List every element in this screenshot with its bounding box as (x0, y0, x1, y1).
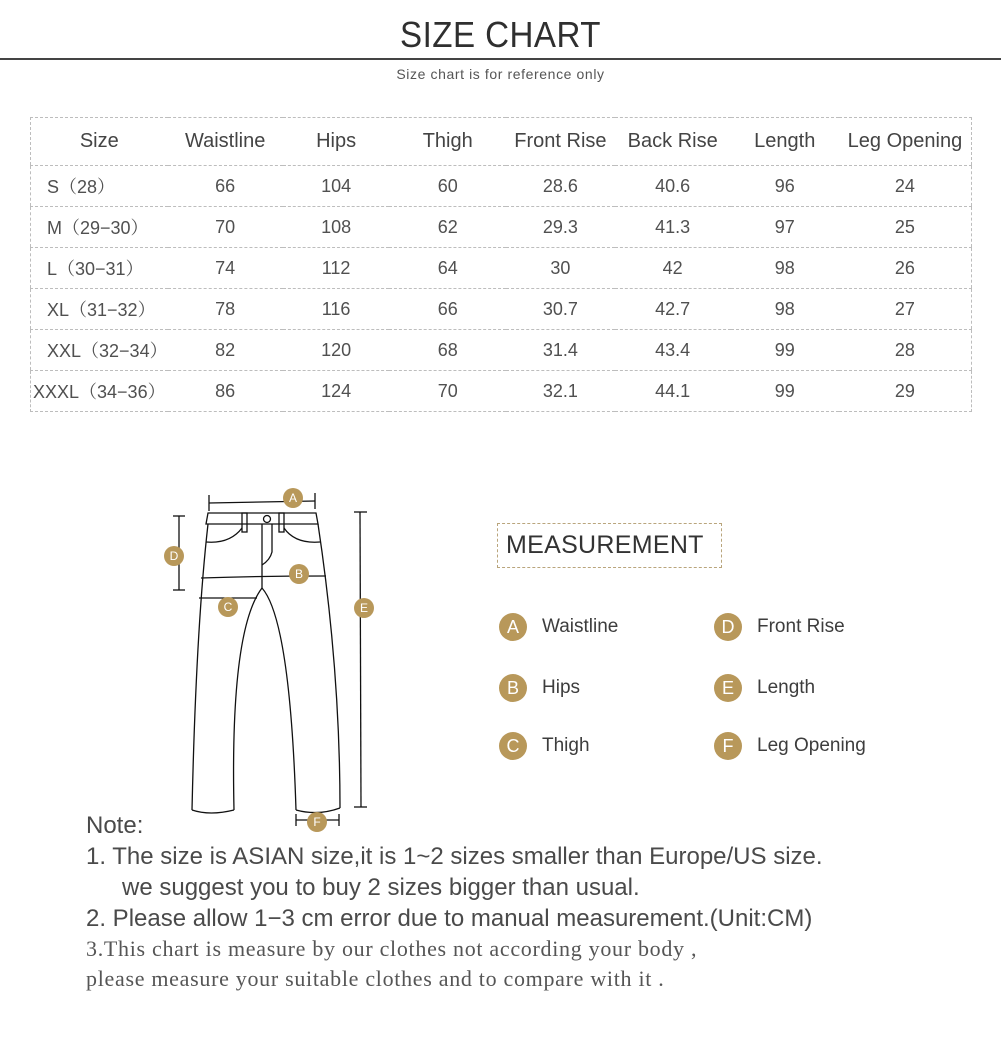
table-cell: 82 (168, 330, 283, 371)
table-cell: 42.7 (615, 289, 731, 330)
size-table (30, 117, 972, 412)
legend-item-waistline (499, 613, 618, 641)
table-cell: 28 (839, 330, 972, 371)
column-header: Front Rise (506, 118, 615, 166)
table-row (31, 330, 972, 371)
table-cell: 28.6 (506, 166, 615, 207)
legend-item-front-rise (714, 613, 845, 641)
notes-section (86, 810, 966, 994)
table-cell: 70 (437, 380, 458, 401)
title-divider (0, 58, 1001, 60)
table-cell: 99 (774, 380, 795, 401)
marker-b-icon: B (499, 674, 527, 702)
table-cell: 29.3 (506, 207, 615, 248)
column-header: Size (31, 118, 168, 166)
column-header: Length (731, 118, 839, 166)
table-cell: 30 (506, 248, 615, 289)
column-header: Back Rise (615, 118, 731, 166)
pants-diagram (150, 470, 400, 840)
table-cell: 64 (389, 248, 506, 289)
table-cell: 70 (168, 207, 283, 248)
column-header: Leg Opening (839, 118, 972, 166)
legend-label: Hips (542, 677, 581, 698)
table-header-row (31, 118, 972, 166)
table-cell: 44.1 (655, 380, 691, 401)
table-cell: 120 (283, 330, 390, 371)
table-cell: 66 (389, 289, 506, 330)
note-2: 2. Please allow 1−3 cm error due to manual measurement.(Unit:CM) (86, 905, 813, 932)
legend-label: Length (757, 677, 816, 698)
marker-a-icon: A (283, 488, 303, 508)
column-header: Hips (283, 118, 390, 166)
size-cell: L（30−31） (31, 248, 168, 289)
size-cell: XXL（32−34） (31, 330, 168, 371)
table-cell: 29 (894, 380, 915, 401)
size-cell: XL（31−32） (31, 289, 168, 330)
page-title: SIZE CHART (400, 14, 601, 55)
size-cell: S（28） (31, 166, 168, 207)
marker-c-icon: C (218, 597, 238, 617)
table-cell: 98 (731, 289, 839, 330)
table-cell: 68 (389, 330, 506, 371)
table-cell: 112 (283, 248, 390, 289)
page-subtitle: Size chart is for reference only (396, 66, 605, 82)
table-cell: 78 (168, 289, 283, 330)
table-cell: 26 (839, 248, 972, 289)
table-cell: 40.6 (615, 166, 731, 207)
marker-d-icon: D (714, 613, 742, 641)
table-cell: 41.3 (615, 207, 731, 248)
legend-item-length (714, 674, 815, 702)
table-cell: 25 (839, 207, 972, 248)
note-1-continued: we suggest you to buy 2 sizes bigger than usual. (122, 874, 640, 901)
marker-f-icon: F (714, 732, 742, 760)
size-cell: XXXL（34−36） (33, 382, 166, 402)
table-cell: 62 (389, 207, 506, 248)
legend-label: Leg Opening (757, 735, 866, 756)
note-3: 3.This chart is measure by our clothes not according your body , (86, 936, 698, 961)
table-cell: 96 (731, 166, 839, 207)
table-cell: 31.4 (506, 330, 615, 371)
table-cell: 24 (839, 166, 972, 207)
table-cell: 99 (731, 330, 839, 371)
table-row (31, 289, 972, 330)
table-cell: 43.4 (615, 330, 731, 371)
marker-b-icon: B (289, 564, 309, 584)
table-cell: 30.7 (506, 289, 615, 330)
table-cell: 116 (283, 289, 390, 330)
notes-heading: Note: (86, 812, 144, 839)
table-cell: 97 (731, 207, 839, 248)
table-cell: 32.1 (542, 380, 578, 401)
table-row (31, 248, 972, 289)
table-cell: 42 (615, 248, 731, 289)
marker-a-icon: A (499, 613, 527, 641)
size-cell: M（29−30） (31, 207, 168, 248)
legend-label: Thigh (542, 735, 590, 756)
marker-c-icon: C (499, 732, 527, 760)
pants-outline-icon (150, 470, 400, 840)
table-row (31, 166, 972, 207)
legend-label: Front Rise (757, 616, 845, 637)
measurement-heading: MEASUREMENT (497, 523, 722, 568)
table-cell: 124 (321, 380, 352, 401)
marker-e-icon: E (354, 598, 374, 618)
table-cell: 86 (215, 380, 236, 401)
legend-item-thigh (499, 732, 590, 760)
legend-item-leg-opening (714, 732, 866, 760)
note-1: 1. The size is ASIAN size,it is 1~2 sizes smaller than Europe/US size. (86, 843, 823, 870)
marker-e-icon: E (714, 674, 742, 702)
column-header: Thigh (389, 118, 506, 166)
table-row (31, 371, 972, 412)
table-cell: 66 (168, 166, 283, 207)
table-cell: 104 (283, 166, 390, 207)
table-cell: 98 (731, 248, 839, 289)
table-cell: 27 (839, 289, 972, 330)
table-cell: 108 (283, 207, 390, 248)
marker-d-icon: D (164, 546, 184, 566)
marker-f-icon: F (307, 812, 327, 832)
table-row (31, 207, 972, 248)
column-header: Waistline (168, 118, 283, 166)
table-cell: 74 (168, 248, 283, 289)
note-3-continued: please measure your suitable clothes and to compare with it . (86, 966, 665, 991)
legend-label: Waistline (542, 616, 619, 637)
table-cell: 60 (389, 166, 506, 207)
legend-item-hips (499, 674, 580, 702)
